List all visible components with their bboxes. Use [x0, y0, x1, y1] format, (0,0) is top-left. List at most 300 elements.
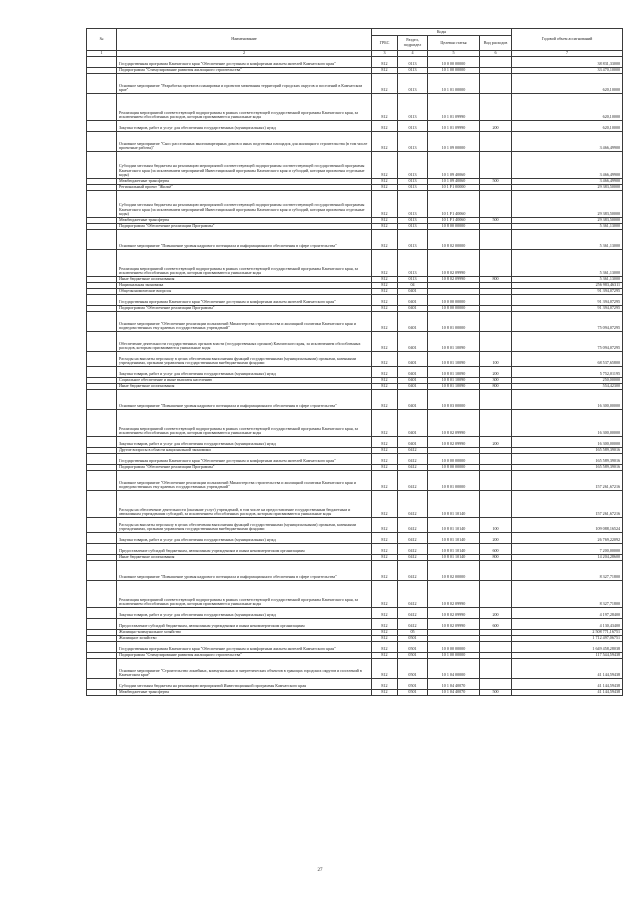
cell-sum: 29 383,50000 [512, 185, 623, 191]
table-row [87, 390, 623, 410]
cell-grbs: 812 [372, 608, 398, 619]
cell-name: Государственная программа Камчатского края "Обеспечение доступным и комфортным жильем жителей Камчатского края" [117, 454, 372, 465]
cell-csr: 10 8 03 00000 [428, 390, 480, 410]
table-row [87, 250, 623, 277]
cell-vr [480, 74, 512, 94]
cell-csr: 10 1 01 09990 [428, 94, 480, 121]
cell-vr: 500 [480, 218, 512, 224]
cell-sum: 165 589,39016 [512, 465, 623, 471]
cell-razdel: 0401 [398, 384, 428, 390]
cell-grbs: 812 [372, 636, 398, 642]
budget-table [86, 28, 623, 696]
cell-razdel: 0412 [398, 491, 428, 518]
cell-razdel: 0412 [398, 619, 428, 630]
col-number: 6 [480, 51, 512, 57]
cell-csr: 10 0 00 00000 [428, 295, 480, 306]
cell-razdel: 0113 [398, 74, 428, 94]
cell-grbs: 812 [372, 561, 398, 581]
cell-vr: 100 [480, 518, 512, 533]
cell-sum: 117 544,59438 [512, 653, 623, 659]
cell-grbs: 812 [372, 121, 398, 132]
cell-grbs: 812 [372, 690, 398, 696]
cell-name: Субсидии местным бюджетам на реализацию мероприятий Инвестиционной программы Камчатского края [117, 679, 372, 690]
cell-sum: 91 394,07295 [512, 306, 623, 312]
cell-name: Основное мероприятие "Снос расселенных многоквартирных домов и иных подготовка площадок для жилищного строительства (в том числе проектные работы)" [117, 132, 372, 152]
cell-csr: 10 1 04 40070 [428, 679, 480, 690]
cell-vr [480, 659, 512, 679]
cell-sum: 3 466,49900 [512, 152, 623, 179]
cell-vr: 200 [480, 437, 512, 448]
cell-name: Основное мероприятие "Строительство линейных, коммунальных и энергетических объектов в границах городских округов и поселений в Камчатском крае" [117, 659, 372, 679]
cell-csr: 10 0 00 00000 [428, 454, 480, 465]
page-number: 27 [317, 868, 323, 873]
cell-grbs: 812 [372, 465, 398, 471]
cell-grbs: 812 [372, 454, 398, 465]
cell-name: Реализация мероприятий соответствующей подпрограммы в рамках соответствующей государственной программы Камчатского края, за исключением обособленных расходов, которым присваиваются уникальные коды [117, 410, 372, 437]
cell-csr: 10 8 02 09990 [428, 277, 480, 283]
cell-num [87, 642, 117, 653]
cell-grbs: 812 [372, 378, 398, 384]
cell-razdel: 0401 [398, 367, 428, 378]
cell-razdel: 0113 [398, 68, 428, 74]
cell-csr: 10 8 02 09990 [428, 581, 480, 608]
table-row [87, 312, 623, 332]
cell-name: Обеспечение деятельности государственных органов власти (государственных органов) Камчатского края, за исключением обособленных расходов, которым присваиваются уникальные коды [117, 332, 372, 352]
cell-razdel: 0501 [398, 653, 428, 659]
cell-vr [480, 94, 512, 121]
cell-sum: 157 261,67216 [512, 471, 623, 491]
cell-name: Расходы на обеспечение деятельности (оказание услуг) учреждений, в том числе на предоставление государственным бюджетным и автономным учреждениям субсидий, за исключением обособленных расходов, которым присваиваются уникальные коды [117, 491, 372, 518]
cell-razdel: 0113 [398, 185, 428, 191]
cell-csr: 10 8 02 09990 [428, 250, 480, 277]
cell-csr: 10 8 00 00000 [428, 224, 480, 230]
cell-vr [480, 390, 512, 410]
cell-grbs: 812 [372, 653, 398, 659]
cell-name: Субсидии местным бюджетам на реализацию мероприятий соответствующей подпрограммы соответствующей государственной программы Камчатского края (за исключением мероприятий Инвестиционной программы Камчатского края и субсидий, которым присвоены отдельные коды) [117, 191, 372, 218]
cell-razdel: 0113 [398, 121, 428, 132]
cell-csr: 10 8 01 10090 [428, 378, 480, 384]
cell-num [87, 332, 117, 352]
cell-name: Общеэкономические вопросы [117, 289, 372, 295]
cell-csr: 10 1 09 00000 [428, 132, 480, 152]
cell-grbs: 812 [372, 471, 398, 491]
cell-razdel: 0113 [398, 94, 428, 121]
cell-sum: 41 144,59438 [512, 659, 623, 679]
table-row [87, 561, 623, 581]
cell-razdel: 0401 [398, 352, 428, 367]
cell-csr: 10 8 01 10090 [428, 332, 480, 352]
cell-vr [480, 332, 512, 352]
cell-name: Жилищно-коммунальное хозяйство [117, 630, 372, 636]
cell-csr: 10 8 02 00000 [428, 561, 480, 581]
cell-csr: 10 0 00 00000 [428, 57, 480, 68]
cell-csr: 10 8 01 10140 [428, 491, 480, 518]
cell-name: Расходы на выплаты персоналу в целях обеспечения выполнения функций государственными (муниципальными) органами, казенными учреждениями, органами управления государственными внебюджетными фондами [117, 518, 372, 533]
cell-name: Расходы на выплаты персоналу в целях обеспечения выполнения функций государственными (муниципальными) органами, казенными учреждениями, органами управления государственными внебюджетными фондами [117, 352, 372, 367]
cell-csr: 10 8 02 09990 [428, 619, 480, 630]
cell-name: Подпрограмма "Обеспечение реализации Программы" [117, 306, 372, 312]
table-row [87, 332, 623, 352]
cell-num [87, 390, 117, 410]
cell-grbs: 812 [372, 295, 398, 306]
cell-sum: 5 361,13000 [512, 230, 623, 250]
cell-sum: 8 327,71800 [512, 561, 623, 581]
cell-grbs: 812 [372, 332, 398, 352]
cell-csr: 10 1 F1 40060 [428, 218, 480, 224]
cell-num [87, 230, 117, 250]
cell-num [87, 152, 117, 179]
cell-razdel: 0401 [398, 332, 428, 352]
cell-grbs: 812 [372, 367, 398, 378]
cell-num [87, 544, 117, 555]
cell-razdel: 0113 [398, 218, 428, 224]
cell-vr: 800 [480, 384, 512, 390]
cell-sum: 5 361,13000 [512, 277, 623, 283]
table-row [87, 642, 623, 653]
cell-grbs: 812 [372, 250, 398, 277]
table-row [87, 533, 623, 544]
cell-razdel: 0401 [398, 312, 428, 332]
cell-num [87, 690, 117, 696]
cell-grbs: 812 [372, 384, 398, 390]
cell-num [87, 437, 117, 448]
cell-vr: 200 [480, 533, 512, 544]
cell-num [87, 608, 117, 619]
cell-grbs: 812 [372, 679, 398, 690]
header-codes-group: Коды [372, 29, 512, 36]
cell-csr: 10 0 00 00000 [428, 642, 480, 653]
cell-grbs: 812 [372, 152, 398, 179]
cell-grbs: 812 [372, 289, 398, 295]
cell-name: Основное мероприятие "Повышение уровня кадрового потенциала и информационного обеспечения в сфере строительства" [117, 390, 372, 410]
cell-csr: 10 8 01 10140 [428, 555, 480, 561]
cell-num [87, 367, 117, 378]
cell-sum: 3 466,49900 [512, 132, 623, 152]
cell-razdel: 0401 [398, 306, 428, 312]
cell-name: Межбюджетные трансферты [117, 218, 372, 224]
cell-num [87, 94, 117, 121]
cell-csr: 10 8 02 09990 [428, 608, 480, 619]
cell-razdel: 0412 [398, 454, 428, 465]
cell-vr [480, 491, 512, 518]
cell-sum: 1 712 497,06751 [512, 636, 623, 642]
cell-grbs: 812 [372, 132, 398, 152]
cell-sum: 4 130,43400 [512, 619, 623, 630]
cell-sum: 33 470,10000 [512, 68, 623, 74]
cell-csr: 10 1 04 00000 [428, 659, 480, 679]
cell-sum: 109 088,16524 [512, 518, 623, 533]
cell-razdel: 0113 [398, 152, 428, 179]
table-row [87, 619, 623, 630]
cell-csr: 10 1 F1 40060 [428, 191, 480, 218]
cell-csr: 10 8 02 09990 [428, 410, 480, 437]
cell-num [87, 352, 117, 367]
cell-sum: 256 983,46311 [512, 283, 623, 289]
cell-grbs: 812 [372, 437, 398, 448]
cell-grbs: 812 [372, 518, 398, 533]
cell-name: Подпрограмма "Обеспечение реализации Программы" [117, 224, 372, 230]
cell-csr: 10 8 01 10090 [428, 352, 480, 367]
cell-num [87, 619, 117, 630]
cell-grbs: 812 [372, 390, 398, 410]
cell-name: Закупка товаров, работ и услуг для обеспечения государственных (муниципальных) нужд [117, 608, 372, 619]
cell-razdel: 0113 [398, 277, 428, 283]
cell-grbs: 812 [372, 74, 398, 94]
cell-grbs: 812 [372, 448, 398, 454]
header-razdel: Раздел, подраздел [398, 36, 428, 51]
cell-razdel: 0501 [398, 642, 428, 653]
cell-name: Национальная экономика [117, 283, 372, 289]
cell-sum: 165 589,39016 [512, 454, 623, 465]
cell-razdel: 0501 [398, 659, 428, 679]
table-row [87, 659, 623, 679]
cell-name: Иные бюджетные ассигнования [117, 277, 372, 283]
cell-vr: 300 [480, 378, 512, 384]
cell-grbs: 812 [372, 312, 398, 332]
cell-vr [480, 561, 512, 581]
cell-num [87, 74, 117, 94]
cell-sum: 29 383,50000 [512, 218, 623, 224]
cell-sum: 5 361,13000 [512, 250, 623, 277]
table-row [87, 295, 623, 306]
cell-vr [480, 57, 512, 68]
cell-vr: 200 [480, 608, 512, 619]
cell-sum: 16 300,00000 [512, 390, 623, 410]
cell-num [87, 121, 117, 132]
cell-grbs: 812 [372, 283, 398, 289]
cell-sum: 41 144,59438 [512, 690, 623, 696]
cell-num [87, 250, 117, 277]
cell-grbs: 812 [372, 185, 398, 191]
cell-name: Региональный проект "Жильё" [117, 185, 372, 191]
cell-num [87, 518, 117, 533]
cell-num [87, 561, 117, 581]
cell-vr: 800 [480, 555, 512, 561]
cell-name: Реализация мероприятий соответствующей подпрограммы в рамках соответствующей государственной программы Камчатского края, за исключением обособленных расходов, которым присваиваются уникальные коды [117, 581, 372, 608]
cell-grbs: 812 [372, 659, 398, 679]
cell-name: Подпрограмма "Стимулирование развития жилищного строительства" [117, 68, 372, 74]
cell-name: Закупка товаров, работ и услуг для обеспечения государственных (муниципальных) нужд [117, 367, 372, 378]
cell-grbs: 812 [372, 555, 398, 561]
cell-name: Основное мероприятие "Разработка проектов планировки и проектов межевания территорий городских округов и поселений в Камчатском крае" [117, 74, 372, 94]
col-number: 7 [512, 51, 623, 57]
table-row [87, 352, 623, 367]
cell-name: Закупка товаров, работ и услуг для обеспечения государственных (муниципальных) нужд [117, 121, 372, 132]
cell-razdel: 0412 [398, 544, 428, 555]
header-csr: Целевая статья [428, 36, 480, 51]
col-number: 2 [117, 51, 372, 57]
cell-csr: 10 1 00 00000 [428, 68, 480, 74]
col-number: 4 [398, 51, 428, 57]
cell-vr [480, 642, 512, 653]
cell-razdel: 04 [398, 283, 428, 289]
cell-vr: 600 [480, 544, 512, 555]
cell-sum: 620,10000 [512, 121, 623, 132]
cell-vr: 100 [480, 352, 512, 367]
cell-name: Подпрограмма "Обеспечение реализации Программы" [117, 465, 372, 471]
cell-vr [480, 471, 512, 491]
cell-num [87, 312, 117, 332]
cell-sum: 1 649 458,28038 [512, 642, 623, 653]
cell-sum: 26 769,22092 [512, 533, 623, 544]
cell-razdel: 0401 [398, 390, 428, 410]
cell-sum: 38 831,33000 [512, 57, 623, 68]
document-page [86, 28, 622, 696]
cell-razdel: 0113 [398, 57, 428, 68]
cell-sum: 68 537,65800 [512, 352, 623, 367]
cell-grbs: 812 [372, 642, 398, 653]
table-body [87, 57, 623, 696]
cell-vr [480, 295, 512, 306]
cell-grbs: 812 [372, 306, 398, 312]
cell-num [87, 454, 117, 465]
cell-csr: 10 8 02 00000 [428, 230, 480, 250]
cell-name: Социальное обеспечение и иные выплаты населению [117, 378, 372, 384]
cell-sum: 5 361,13000 [512, 224, 623, 230]
cell-grbs: 812 [372, 224, 398, 230]
table-row [87, 690, 623, 696]
cell-name: Другие вопросы в области национальной экономики [117, 448, 372, 454]
cell-csr: 10 1 04 40070 [428, 690, 480, 696]
cell-name: Субсидии местным бюджетам на реализацию мероприятий соответствующей подпрограммы соответствующей государственной программы Камчатского края (за исключением мероприятий Инвестиционной программы Камчатского края и субсидий, которым присвоены отдельные коды) [117, 152, 372, 179]
cell-vr: 200 [480, 121, 512, 132]
cell-sum: 41 144,59438 [512, 679, 623, 690]
cell-grbs: 812 [372, 533, 398, 544]
cell-csr: 10 8 02 09990 [428, 437, 480, 448]
cell-csr: 10 8 01 00000 [428, 471, 480, 491]
cell-razdel: 0412 [398, 608, 428, 619]
table-header [87, 29, 623, 57]
cell-csr: 10 8 00 00000 [428, 306, 480, 312]
cell-sum: 4 197,28400 [512, 608, 623, 619]
cell-vr [480, 152, 512, 179]
cell-sum: 620,10000 [512, 74, 623, 94]
cell-sum: 75 094,07295 [512, 332, 623, 352]
cell-num [87, 679, 117, 690]
col-number: 1 [87, 51, 117, 57]
cell-razdel: 0113 [398, 132, 428, 152]
cell-grbs: 812 [372, 630, 398, 636]
header-name: Наименование [117, 29, 372, 51]
cell-vr [480, 312, 512, 332]
header-grbs: ГРБС [372, 36, 398, 51]
cell-name: Межбюджетные трансферты [117, 690, 372, 696]
cell-grbs: 812 [372, 491, 398, 518]
cell-grbs: 812 [372, 68, 398, 74]
cell-num [87, 57, 117, 68]
cell-sum: 16 300,00000 [512, 410, 623, 437]
cell-vr [480, 191, 512, 218]
cell-csr: 10 1 09 40060 [428, 179, 480, 185]
cell-razdel: 0113 [398, 179, 428, 185]
cell-razdel: 0113 [398, 224, 428, 230]
cell-sum: 75 094,07295 [512, 312, 623, 332]
table-row [87, 94, 623, 121]
table-row [87, 191, 623, 218]
cell-vr [480, 454, 512, 465]
cell-vr [480, 230, 512, 250]
cell-num [87, 659, 117, 679]
cell-num [87, 191, 117, 218]
cell-csr: 10 8 01 10140 [428, 518, 480, 533]
table-row [87, 152, 623, 179]
cell-grbs: 812 [372, 277, 398, 283]
cell-sum: 14 204,28600 [512, 555, 623, 561]
table-row [87, 410, 623, 437]
cell-razdel: 0412 [398, 561, 428, 581]
cell-name: Основное мероприятие "Обеспечение реализации полномочий Министерства строительства и жилищной политики Камчатского края и подведомственных ему краевых государственных учреждений" [117, 471, 372, 491]
cell-razdel: 0412 [398, 448, 428, 454]
cell-vr: 800 [480, 277, 512, 283]
cell-grbs: 812 [372, 544, 398, 555]
cell-razdel: 0412 [398, 555, 428, 561]
cell-razdel: 0401 [398, 295, 428, 306]
cell-grbs: 812 [372, 179, 398, 185]
cell-csr: 10 8 01 10090 [428, 384, 480, 390]
table-row [87, 121, 623, 132]
cell-num [87, 295, 117, 306]
cell-csr: 10 1 F1 00000 [428, 185, 480, 191]
cell-vr: 500 [480, 179, 512, 185]
cell-name: Межбюджетные трансферты [117, 179, 372, 185]
cell-num [87, 471, 117, 491]
col-number: 5 [428, 51, 480, 57]
cell-sum: 250,00000 [512, 378, 623, 384]
table-row [87, 518, 623, 533]
cell-csr: 10 1 00 00000 [428, 653, 480, 659]
cell-sum: 29 383,50000 [512, 191, 623, 218]
table-row [87, 437, 623, 448]
cell-grbs: 812 [372, 619, 398, 630]
table-row [87, 679, 623, 690]
cell-razdel: 0412 [398, 471, 428, 491]
cell-vr [480, 679, 512, 690]
cell-num [87, 410, 117, 437]
cell-name: Реализация мероприятий соответствующей подпрограммы в рамках соответствующей государственной программы Камчатского края, за исключением обособленных расходов, которым присваиваются уникальные коды [117, 250, 372, 277]
cell-csr: 10 1 01 09990 [428, 121, 480, 132]
col-number: 3 [372, 51, 398, 57]
cell-num [87, 491, 117, 518]
cell-num [87, 581, 117, 608]
cell-name: Предоставление субсидий бюджетным, автономным учреждениям и иным некоммерческим организациям [117, 619, 372, 630]
table-row [87, 454, 623, 465]
cell-grbs: 812 [372, 230, 398, 250]
cell-razdel: 0412 [398, 533, 428, 544]
cell-name: Жилищное хозяйство [117, 636, 372, 642]
cell-csr: 10 8 01 00000 [428, 312, 480, 332]
cell-name: Государственная программа Камчатского края "Обеспечение доступным и комфортным жильем жителей Камчатского края" [117, 642, 372, 653]
cell-razdel: 0113 [398, 250, 428, 277]
cell-vr: 600 [480, 619, 512, 630]
table-row [87, 491, 623, 518]
cell-razdel: 0412 [398, 581, 428, 608]
cell-sum: 16 300,00000 [512, 437, 623, 448]
cell-sum: 620,10000 [512, 94, 623, 121]
cell-sum: 5 752,01195 [512, 367, 623, 378]
table-row [87, 581, 623, 608]
cell-sum: 3 466,49900 [512, 179, 623, 185]
cell-sum: 91 394,07295 [512, 295, 623, 306]
cell-name: Основное мероприятие "Повышение уровня кадрового потенциала и информационного обеспечения в сфере строительства" [117, 230, 372, 250]
cell-sum: 7 200,00000 [512, 544, 623, 555]
cell-csr: 10 1 09 40060 [428, 152, 480, 179]
cell-grbs: 812 [372, 57, 398, 68]
cell-name: Закупка товаров, работ и услуг для обеспечения государственных (муниципальных) нужд [117, 437, 372, 448]
table-row [87, 367, 623, 378]
cell-vr [480, 581, 512, 608]
cell-grbs: 812 [372, 191, 398, 218]
cell-grbs: 812 [372, 352, 398, 367]
